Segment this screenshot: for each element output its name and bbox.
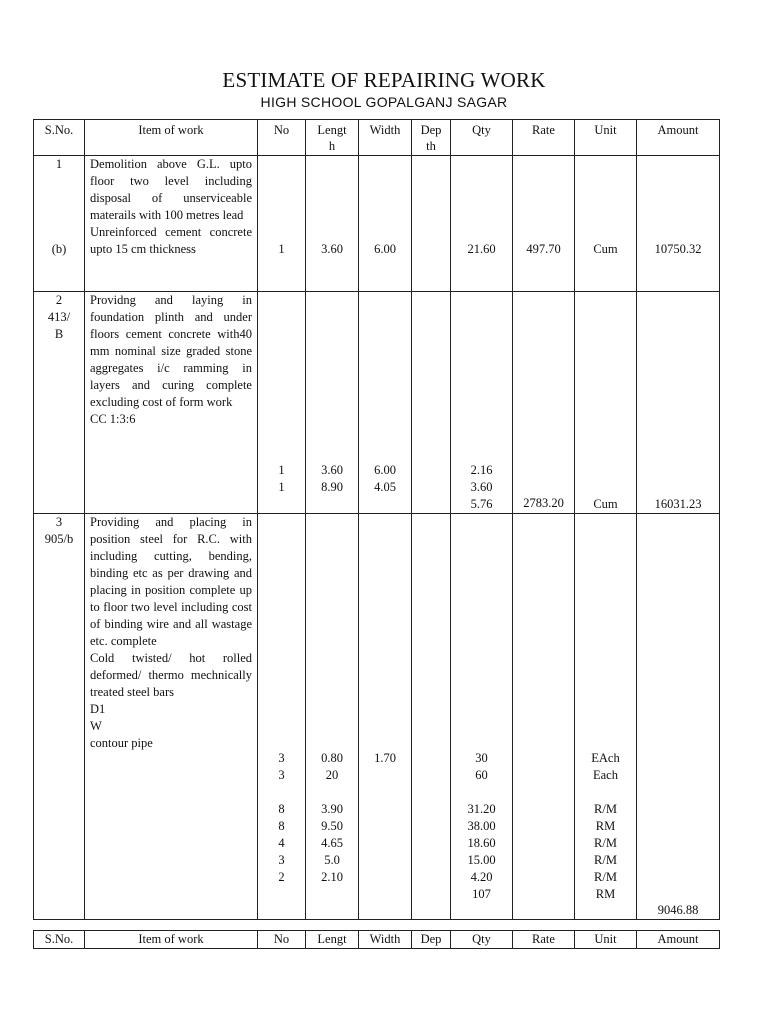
repeat-header-depth: Dep bbox=[412, 931, 451, 949]
row3-length-8: 2.10 bbox=[321, 870, 343, 884]
repeat-header-amount: Amount bbox=[637, 931, 720, 949]
row1-length: 3.60 bbox=[321, 242, 343, 256]
header-length bbox=[306, 120, 359, 156]
row2-code: 413/ bbox=[47, 310, 71, 324]
page-subtitle: HIGH SCHOOL GOPALGANJ SAGAR bbox=[260, 94, 508, 110]
row2-qty-total: 5.76 bbox=[470, 497, 493, 511]
row2-unit-cell bbox=[575, 292, 637, 514]
row3-no-1: 3 bbox=[278, 751, 285, 765]
row3-qty-3 bbox=[451, 784, 512, 801]
repeat-header-item: Item of work bbox=[85, 931, 258, 949]
page-title: ESTIMATE OF REPAIRING WORK bbox=[222, 68, 546, 92]
row3-code: 905/b bbox=[44, 532, 74, 546]
row2-amount-cell bbox=[637, 292, 720, 514]
row2-code-suffix: B bbox=[54, 327, 64, 341]
row2-width-cell bbox=[359, 292, 412, 514]
row3-length-2: 20 bbox=[325, 768, 339, 782]
row1-no-cell bbox=[258, 156, 306, 292]
row1-width-cell bbox=[359, 156, 412, 292]
row1-qty: 21.60 bbox=[467, 242, 496, 256]
row3-width-1: 1.70 bbox=[374, 751, 396, 765]
row3-item-d1: D1 bbox=[90, 702, 106, 716]
row3-qty-cell bbox=[451, 514, 513, 920]
row3-unit-8: R/M bbox=[594, 870, 617, 884]
repeat-header-length: Lengt bbox=[306, 931, 359, 949]
header-depth-line2: th bbox=[426, 139, 436, 153]
row2-rate-cell bbox=[513, 292, 575, 514]
repeated-header-table bbox=[33, 930, 720, 949]
table-row bbox=[34, 156, 720, 292]
header-sno: S.No. bbox=[34, 120, 85, 156]
row3-qty-8: 4.20 bbox=[470, 870, 493, 884]
row3-qty-total: 107 bbox=[472, 887, 491, 901]
repeat-header-sno: S.No. bbox=[34, 931, 85, 949]
row3-no-8: 2 bbox=[278, 870, 285, 884]
row2-description: Providng and laying in foundation plinth and under floors cement concrete with40 mm nominal size graded stone aggregates i/c ramming in layers and curing complete excluding cost of form work bbox=[90, 293, 252, 409]
row2-qty-1: 2.16 bbox=[470, 463, 493, 477]
row2-qty-cell bbox=[451, 292, 513, 514]
header-length-line1: Lengt bbox=[317, 123, 347, 137]
row3-unit-cell bbox=[575, 514, 637, 920]
row2-rate: 2783.20 bbox=[523, 496, 564, 510]
row1-no: 1 bbox=[278, 242, 285, 256]
header-width: Width bbox=[359, 120, 412, 156]
header-no: No bbox=[258, 120, 306, 156]
row2-item-cell bbox=[85, 292, 258, 514]
row2-unit: Cum bbox=[593, 497, 618, 511]
row3-unit-6: R/M bbox=[594, 836, 617, 850]
row3-no-7: 3 bbox=[278, 853, 285, 867]
row3-no-4: 8 bbox=[278, 802, 285, 816]
row2-sno: 2 bbox=[55, 293, 63, 307]
row2-length-2: 8.90 bbox=[321, 480, 343, 494]
row1-sno-cell bbox=[34, 156, 85, 292]
row1-depth-cell bbox=[412, 156, 451, 292]
header-length-line2: h bbox=[328, 139, 336, 153]
row2-amount: 16031.23 bbox=[654, 497, 702, 511]
row3-sno-cell bbox=[34, 514, 85, 920]
row3-qty-7: 15.00 bbox=[467, 853, 496, 867]
repeat-header-rate: Rate bbox=[513, 931, 575, 949]
row2-no-2: 1 bbox=[278, 480, 285, 494]
row3-length-1: 0.80 bbox=[321, 751, 343, 765]
row1-subitem: Unreinforced cement concrete upto 15 cm thickness bbox=[90, 225, 252, 256]
row3-unit-5: RM bbox=[595, 819, 616, 833]
row2-length-cell bbox=[306, 292, 359, 514]
row3-unit-9: RM bbox=[595, 887, 616, 901]
estimate-table bbox=[33, 119, 720, 920]
row2-no-cell bbox=[258, 292, 306, 514]
header-rate: Rate bbox=[513, 120, 575, 156]
row1-qty-cell bbox=[451, 156, 513, 292]
row3-amount: 9046.88 bbox=[657, 903, 699, 917]
row1-rate: 497.70 bbox=[526, 242, 561, 256]
row2-label: CC 1:3:6 bbox=[90, 412, 136, 426]
repeated-header-row bbox=[34, 931, 720, 949]
row3-no-2: 3 bbox=[278, 768, 285, 782]
row3-depth-cell bbox=[412, 514, 451, 920]
row2-width-1: 6.00 bbox=[374, 463, 396, 477]
header-unit: Unit bbox=[575, 120, 637, 156]
row3-length-4: 3.90 bbox=[321, 802, 343, 816]
row3-no-5: 8 bbox=[278, 819, 285, 833]
repeat-header-unit: Unit bbox=[575, 931, 637, 949]
row1-unit: Cum bbox=[593, 242, 618, 256]
row3-length-6: 4.65 bbox=[321, 836, 343, 850]
row3-qty-4: 31.20 bbox=[467, 802, 496, 816]
row3-length-5: 9.50 bbox=[321, 819, 343, 833]
row2-no-1: 1 bbox=[278, 463, 285, 477]
row3-qty-2: 60 bbox=[475, 768, 488, 782]
row3-description: Providing and placing in position steel for R.C. with including cutting, bending, binding etc as per drawing and placing in position complete up to floor two level including cost of binding wire and all wastage etc. complete bbox=[90, 515, 252, 648]
row2-qty-2: 3.60 bbox=[470, 480, 493, 494]
row3-subitem: Cold twisted/ hot rolled deformed/ thermo mechnically treated steel bars bbox=[90, 651, 252, 699]
repeat-header-width: Width bbox=[359, 931, 412, 949]
row1-amount: 10750.32 bbox=[654, 242, 702, 256]
row1-amount-cell bbox=[637, 156, 720, 292]
row3-width-cell bbox=[359, 514, 412, 920]
table-row bbox=[34, 292, 720, 514]
row2-width-2: 4.05 bbox=[374, 480, 396, 494]
header-amount: Amount bbox=[637, 120, 720, 156]
row3-sno: 3 bbox=[55, 515, 63, 529]
row3-item-w: W bbox=[90, 719, 102, 733]
row3-unit-3 bbox=[575, 784, 636, 801]
row1-item-cell bbox=[85, 156, 258, 292]
header-row bbox=[34, 120, 720, 156]
row3-unit-4: R/M bbox=[594, 802, 617, 816]
row3-unit-2: Each bbox=[593, 768, 618, 782]
row3-unit-1: EAch bbox=[591, 751, 620, 765]
header-depth bbox=[412, 120, 451, 156]
table-row bbox=[34, 514, 720, 920]
row3-item-cell bbox=[85, 514, 258, 920]
row3-length-7: 5.0 bbox=[324, 853, 340, 867]
repeat-header-no: No bbox=[258, 931, 306, 949]
row3-length-cell bbox=[306, 514, 359, 920]
header-qty: Qty bbox=[451, 120, 513, 156]
row1-length-cell bbox=[306, 156, 359, 292]
row3-item-contour-pipe: contour pipe bbox=[90, 736, 153, 750]
row3-qty-1: 30 bbox=[475, 751, 488, 765]
row1-sub: (b) bbox=[51, 242, 67, 256]
row3-amount-cell bbox=[637, 514, 720, 920]
row3-unit-7: R/M bbox=[594, 853, 617, 867]
row1-unit-cell bbox=[575, 156, 637, 292]
row1-rate-cell bbox=[513, 156, 575, 292]
row3-qty-5: 38.00 bbox=[467, 819, 496, 833]
row2-depth-cell bbox=[412, 292, 451, 514]
row1-sno: 1 bbox=[55, 157, 63, 171]
row3-length-3 bbox=[306, 784, 358, 801]
repeat-header-qty: Qty bbox=[451, 931, 513, 949]
row2-sno-cell bbox=[34, 292, 85, 514]
row3-qty-6: 18.60 bbox=[467, 836, 496, 850]
header-depth-line1: Dep bbox=[420, 123, 442, 137]
row2-length-1: 3.60 bbox=[321, 463, 343, 477]
row3-rate-cell bbox=[513, 514, 575, 920]
row3-no-cell bbox=[258, 514, 306, 920]
row3-no-3 bbox=[258, 784, 305, 801]
header-item: Item of work bbox=[85, 120, 258, 156]
row3-no-6: 4 bbox=[278, 836, 285, 850]
row1-width: 6.00 bbox=[374, 242, 396, 256]
row1-description: Demolition above G.L. upto floor two level including disposal of unserviceable materails with 100 metres lead bbox=[90, 157, 252, 222]
